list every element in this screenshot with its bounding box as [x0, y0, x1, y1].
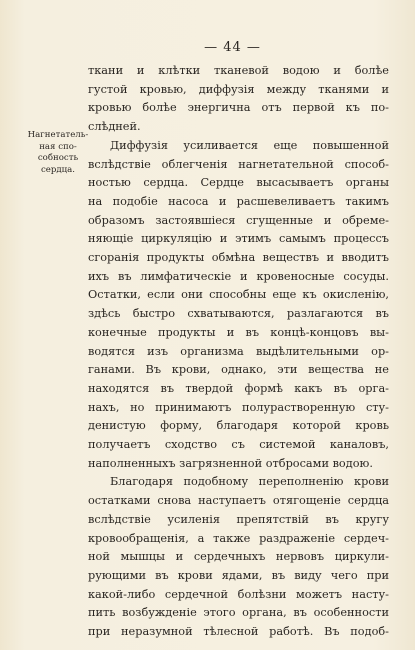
paragraph — [88, 473, 389, 641]
text-line: няющіе циркуляцію и этимъ самымъ процессъ — [88, 232, 389, 246]
text-line: конечные продукты и въ концѣ-концовъ вы- — [88, 325, 389, 339]
text-line: ностью сердца. Сердце высасываетъ органы — [88, 176, 389, 190]
margin-note — [24, 130, 92, 176]
text-line: пить возбужденіе этого органа, въ особенности — [88, 606, 389, 620]
paragraph — [88, 62, 389, 137]
text-line: остатками снова наступаетъ отягощеніе сердца — [88, 494, 389, 508]
text-line: ной мышцы и сердечныхъ нервовъ циркули- — [88, 550, 389, 564]
text-line: наполненныхъ загрязненной отбросами водою. — [88, 456, 373, 470]
text-line: ихъ въ лимфатическіе и кровеносные сосуды. — [88, 269, 389, 283]
text-line: слѣдней. — [88, 120, 141, 134]
text-line: находятся въ твердой формѣ какъ въ орга- — [88, 381, 389, 395]
text-line: кровообращенія, а также раздраженіе сердеч- — [88, 531, 389, 545]
text-line: густой кровью, диффузія между тканями и — [88, 82, 389, 96]
text-line: нахъ, но принимаютъ полурастворенную сту- — [88, 400, 389, 414]
text-line: ганами. Въ крови, однако, эти вещества не — [88, 363, 389, 377]
text-line: вслѣдствіе облегченія нагнетательной способ- — [88, 157, 389, 171]
body-text — [88, 62, 389, 642]
text-line: рующими въ крови ядами, въ виду чего при — [88, 568, 389, 582]
text-line: при неразумной тѣлесной работѣ. Въ подоб- — [88, 625, 389, 639]
text-line: здѣсь быстро схватываются, разлагаются въ — [88, 307, 389, 321]
text-line: вслѣдствіе усиленія препятствій въ кругу — [88, 512, 389, 526]
text-line: денистую форму, благодаря которой кровь — [88, 419, 389, 433]
text-line: Остатки, если они способны еще къ окисленію, — [88, 288, 389, 302]
margin-note-line: сердца. — [40, 164, 76, 175]
text-line: кровью болѣе энергична отъ первой къ по- — [88, 101, 389, 115]
text-line: Благодаря подобному переполненію крови — [110, 475, 389, 489]
page-number: — 44 — — [204, 40, 261, 55]
text-line: сгоранія продукты обмѣна веществъ и вводитъ — [88, 251, 389, 265]
margin-note-line: ная спо- — [39, 141, 77, 152]
text-line: водятся изъ организма выдѣлительными ор- — [88, 344, 389, 358]
text-line: ткани и клѣтки тканевой водою и болѣе — [88, 64, 389, 77]
text-line: на подобіе насоса и расшевеливаетъ такимъ — [88, 194, 389, 208]
text-line: Диффузія усиливается еще повышенной — [110, 138, 389, 152]
text-line: получаетъ сходство съ системой каналовъ, — [88, 438, 389, 452]
margin-note-line: Нагнетатель- — [27, 130, 89, 140]
margin-note-line: собность — [37, 153, 79, 163]
text-line: какой-либо сердечной болѣзни можетъ насту- — [88, 587, 389, 601]
text-line: образомъ застоявшіеся сгущенные и обреме- — [88, 213, 389, 227]
paragraph — [88, 137, 389, 474]
